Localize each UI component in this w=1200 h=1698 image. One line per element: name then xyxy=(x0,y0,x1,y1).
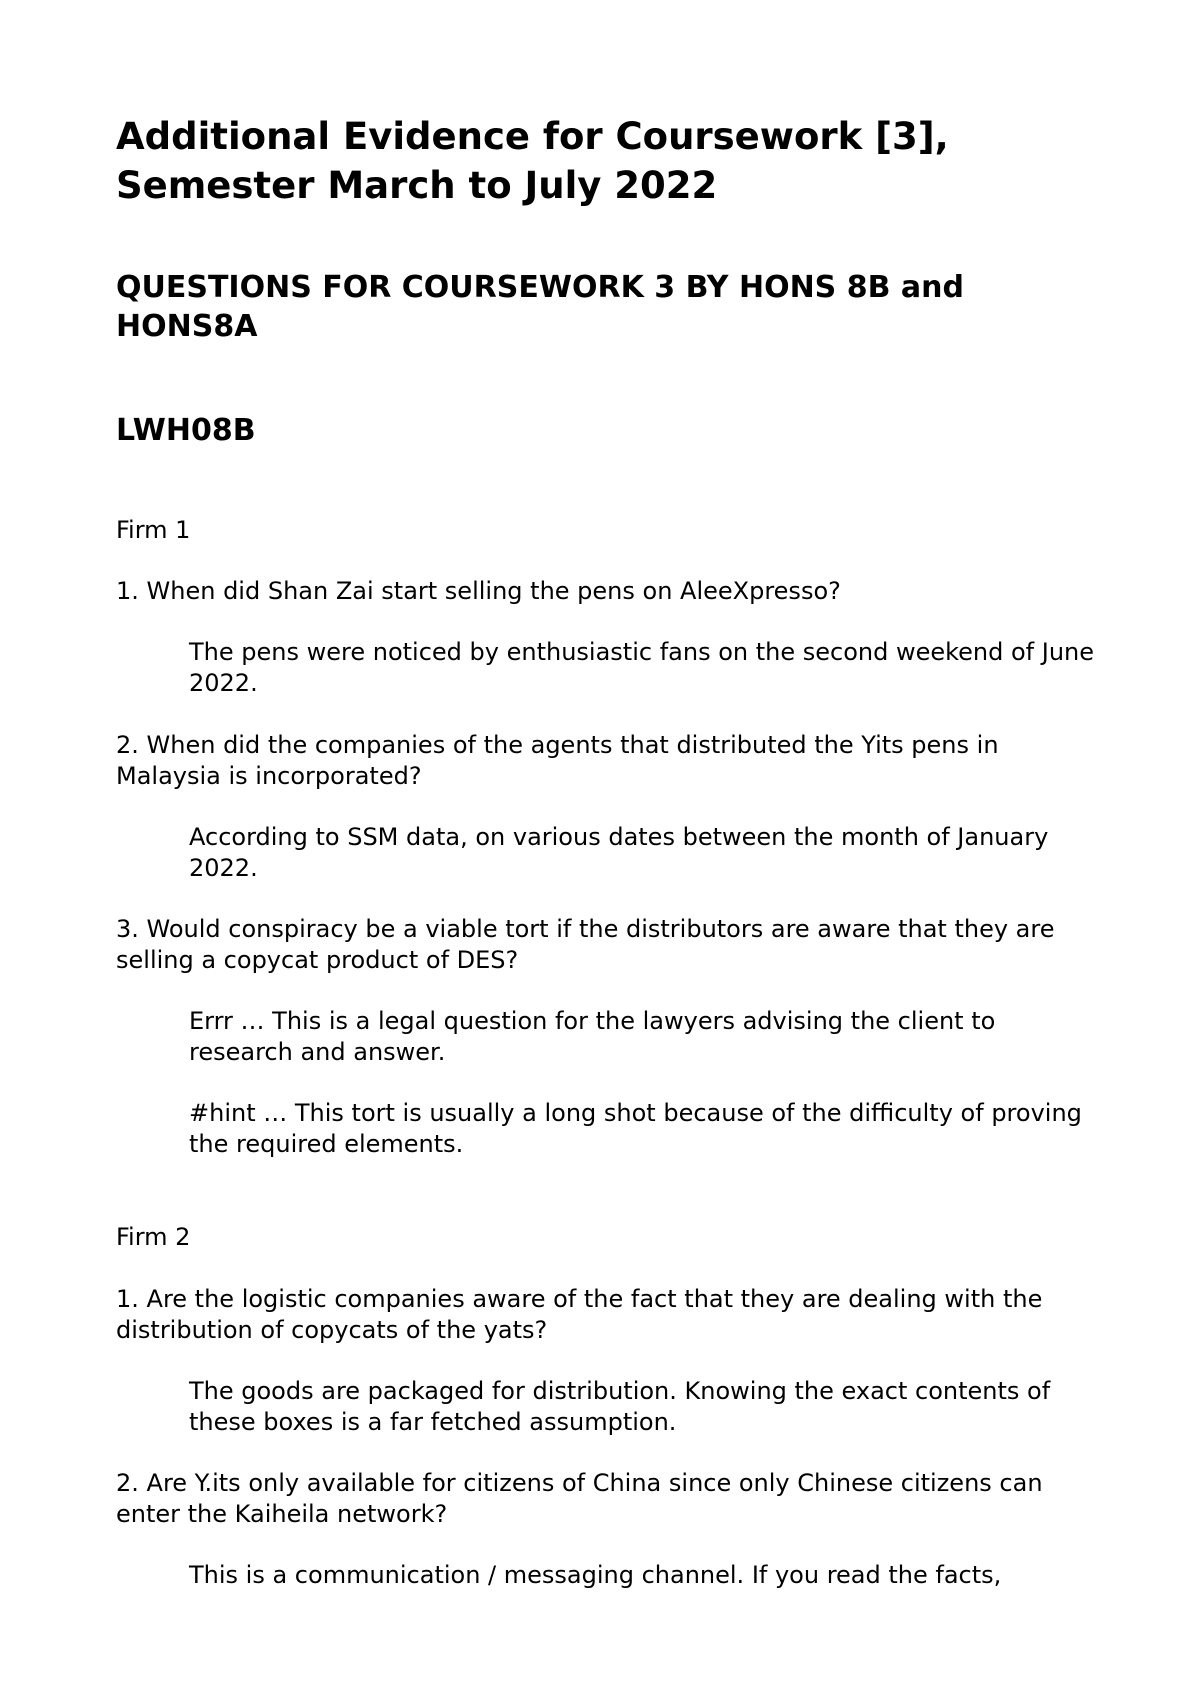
question-text: 1. Are the logistic companies aware of the fact that they are dealing with the distribution of copycats of the yats? xyxy=(116,1285,1043,1344)
question-text: 1. When did Shan Zai start selling the pens on AleeXpresso? xyxy=(116,577,841,605)
document-title: Additional Evidence for Coursework [3], Semester March to July 2022 xyxy=(116,115,949,207)
document-subtitle: QUESTIONS FOR COURSEWORK 3 BY HONS 8B and HONS8A xyxy=(116,270,964,344)
answer-text: The goods are packaged for distribution. Knowing the exact contents of these boxes is a far fetched assumption. xyxy=(189,1377,1051,1436)
firm-heading: Firm 2 xyxy=(116,1223,191,1251)
course-code: LWH08B xyxy=(116,413,256,448)
hint-text: #hint … This tort is usually a long shot because of the difficulty of proving the required elements. xyxy=(189,1099,1082,1158)
question-text: 2. When did the companies of the agents that distributed the Yits pens in Malaysia is incorporated? xyxy=(116,731,999,790)
answer-text: Errr … This is a legal question for the lawyers advising the client to research and answer. xyxy=(189,1007,996,1066)
question-text: 3. Would conspiracy be a viable tort if the distributors are aware that they are selling a copycat product of DES? xyxy=(116,915,1055,974)
firm-heading: Firm 1 xyxy=(116,516,191,544)
question-text: 2. Are Y.its only available for citizens of China since only Chinese citizens can enter the Kaiheila network? xyxy=(116,1469,1043,1528)
answer-text: The pens were noticed by enthusiastic fans on the second weekend of June 2022. xyxy=(189,638,1095,697)
answer-text: This is a communication / messaging channel. If you read the facts, xyxy=(189,1561,1002,1589)
answer-text: According to SSM data, on various dates between the month of January 2022. xyxy=(189,823,1049,882)
